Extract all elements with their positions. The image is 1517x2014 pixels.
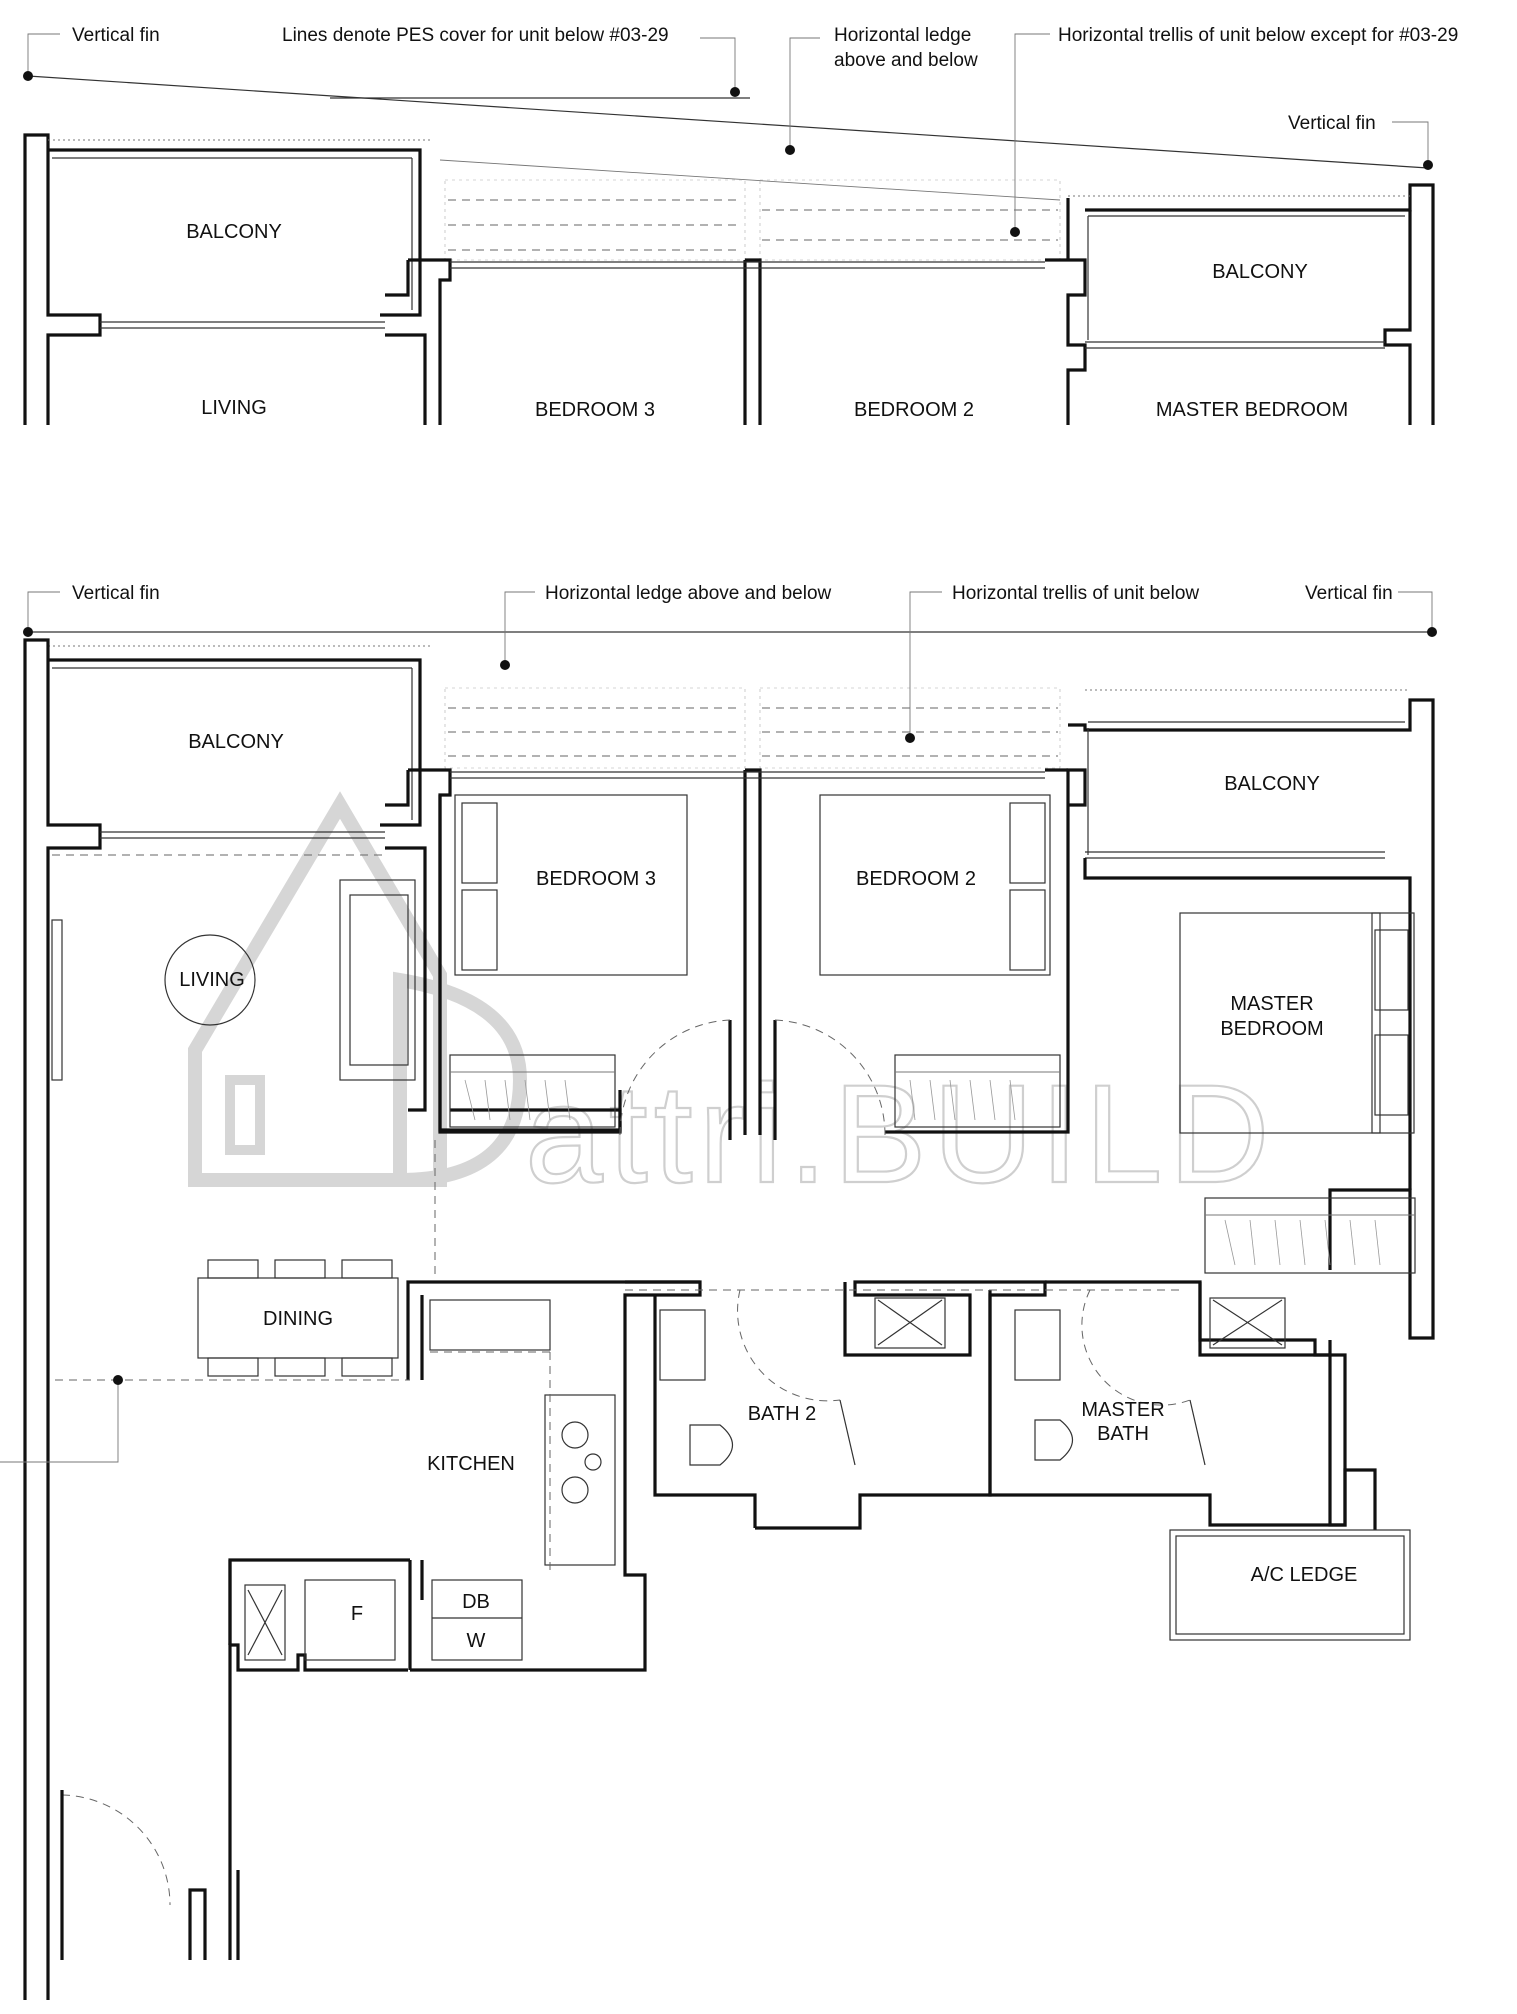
callout-pes-cover: Lines denote PES cover for unit below #03-29 bbox=[282, 25, 669, 46]
callout-ledge-line1: Horizontal ledge bbox=[834, 25, 972, 46]
room-balcony-right-top: BALCONY bbox=[1212, 261, 1308, 283]
room-bedroom3: BEDROOM 3 bbox=[535, 868, 657, 890]
room-master-bedroom-line2: BEDROOM bbox=[1220, 1018, 1324, 1040]
callout-trellis: Horizontal trellis of unit below bbox=[952, 583, 1200, 604]
room-master-bath-line2: BATH bbox=[1097, 1423, 1149, 1445]
room-master-bedroom-line1: MASTER bbox=[1230, 993, 1314, 1015]
room-living-top: LIVING bbox=[201, 397, 267, 419]
room-ac-ledge: A/C LEDGE bbox=[1250, 1564, 1358, 1586]
room-bedroom3-top: BEDROOM 3 bbox=[534, 399, 656, 421]
callout-vertical-fin-left-top: Vertical fin bbox=[72, 25, 160, 46]
room-kitchen: KITCHEN bbox=[427, 1453, 515, 1475]
room-living: LIVING bbox=[179, 969, 245, 991]
room-bedroom2-top: BEDROOM 2 bbox=[853, 399, 975, 421]
label-db: DB bbox=[462, 1591, 490, 1613]
main-plan bbox=[0, 592, 1437, 2000]
callout-trellis-top: Horizontal trellis of unit below except for #03-29 bbox=[1058, 25, 1459, 46]
watermark-text: attri.BUILD bbox=[525, 1055, 1276, 1212]
trellis-hatch-plan bbox=[445, 688, 1060, 768]
room-master-bath-line1: MASTER bbox=[1081, 1399, 1165, 1421]
callout-ledge: Horizontal ledge above and below bbox=[545, 583, 832, 604]
label-washer: W bbox=[466, 1630, 486, 1652]
callout-vertical-fin-left: Vertical fin bbox=[72, 583, 160, 604]
watermark-logo bbox=[195, 805, 1276, 1212]
room-bath2: BATH 2 bbox=[747, 1403, 817, 1425]
label-fridge: F bbox=[350, 1603, 364, 1625]
room-balcony-left-top: BALCONY bbox=[186, 221, 282, 243]
room-bedroom2: BEDROOM 2 bbox=[855, 868, 977, 890]
callout-vertical-fin-right: Vertical fin bbox=[1305, 583, 1393, 604]
room-master-bedroom-top: MASTER BEDROOM bbox=[1155, 399, 1349, 421]
room-dining: DINING bbox=[263, 1308, 333, 1330]
callout-ledge-line2: above and below bbox=[834, 50, 978, 71]
room-balcony-right: BALCONY bbox=[1224, 773, 1320, 795]
callout-vertical-fin-right-top: Vertical fin bbox=[1288, 113, 1376, 134]
trellis-hatch-top bbox=[445, 180, 1060, 260]
room-balcony-left: BALCONY bbox=[188, 731, 284, 753]
